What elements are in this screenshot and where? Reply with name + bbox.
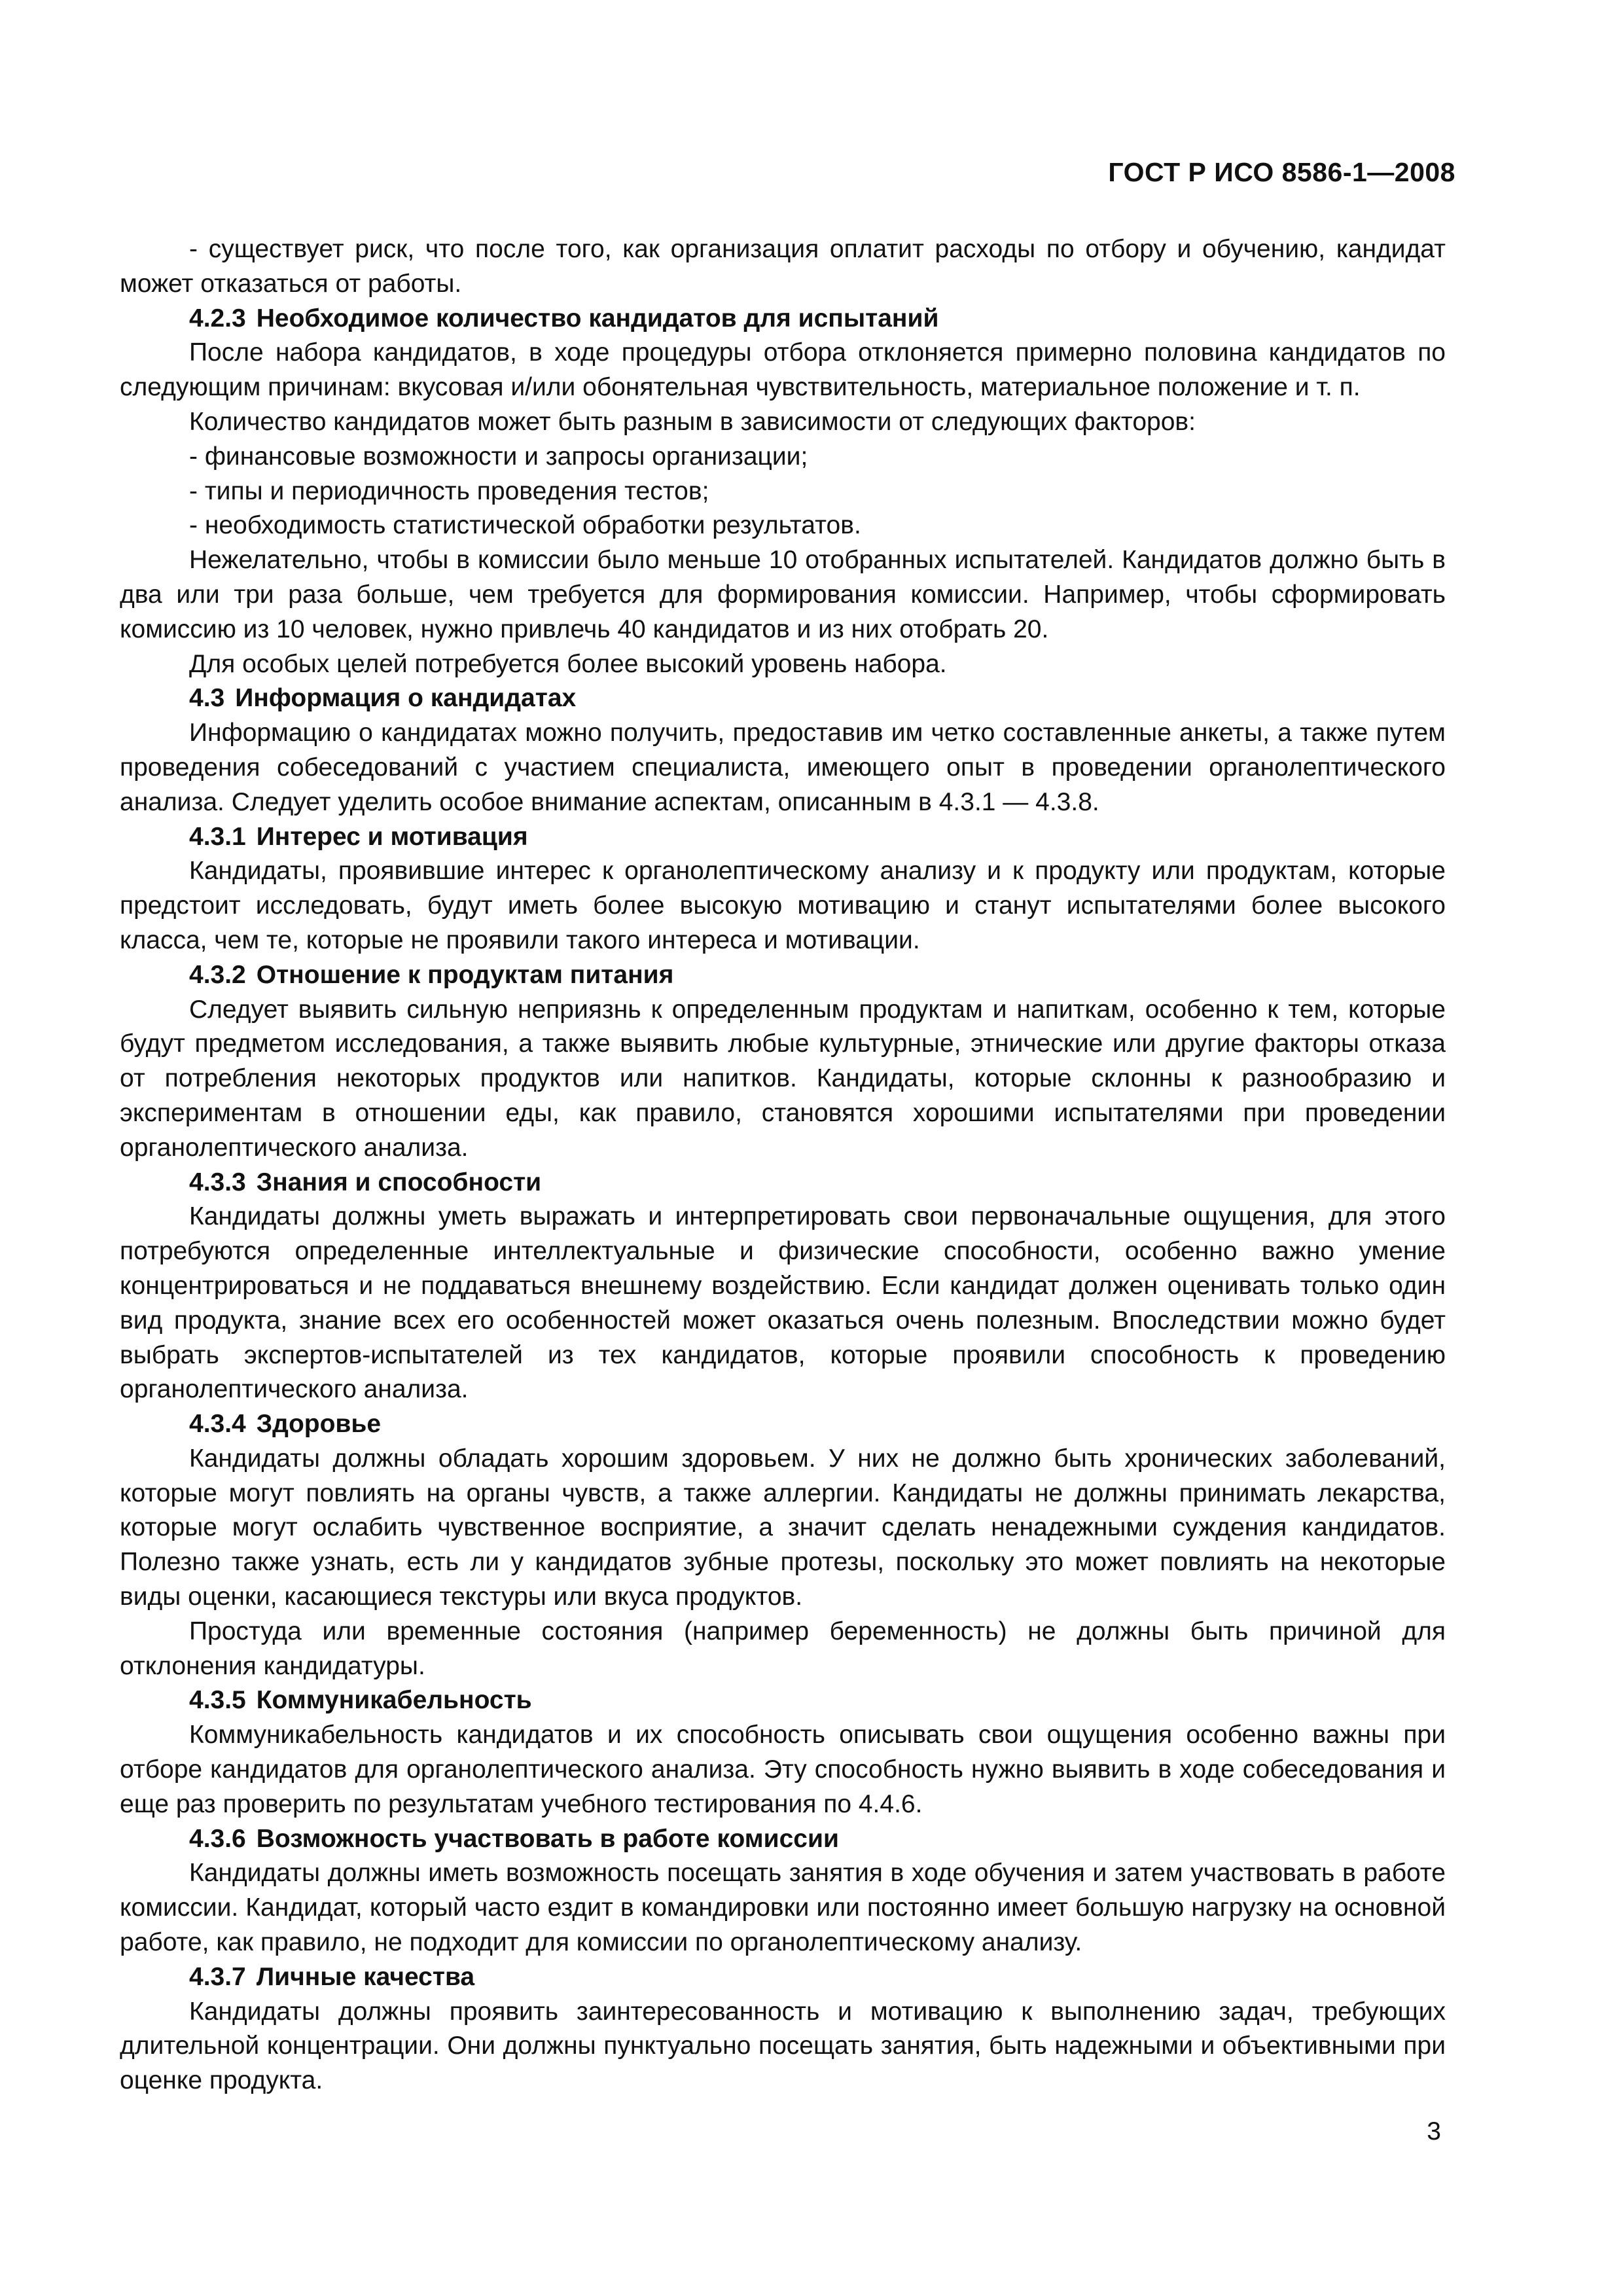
section-title: Необходимое количество кандидатов для испытаний: [256, 304, 939, 332]
section-heading: [120, 958, 1446, 993]
paragraph: Простуда или временные состояния (например беременность) не должны быть причиной для отклонения кандидатуры.: [120, 1617, 1446, 1680]
section-title: Здоровье: [256, 1410, 382, 1439]
section-heading: [120, 1960, 1446, 1995]
section-number: 4.3: [189, 684, 225, 713]
page-number: 3: [1427, 2117, 1441, 2145]
paragraph: Информацию о кандидатах можно получить, предоставив им четко составленные анкеты, а также путем проведения собеседований с участием специалиста, имеющего опыт в проведении органолептического анализа. Следует уделить особое внимание аспектам, описанным в 4.3.1 — 4.3.8.: [120, 719, 1446, 816]
section-title: Коммуникабельность: [256, 1686, 532, 1715]
section-heading: [120, 1407, 1446, 1442]
section-number: 4.3.4: [189, 1410, 246, 1439]
document-body: [120, 232, 1446, 2098]
section-title: Возможность участвовать в работе комиссии: [256, 1824, 839, 1853]
section-title: Личные качества: [256, 1962, 475, 1991]
paragraph: - типы и периодичность проведения тестов;: [189, 476, 709, 505]
section-number: 4.3.3: [189, 1168, 246, 1196]
section-title: Знания и способности: [256, 1168, 542, 1196]
section-number: 4.3.6: [189, 1824, 246, 1853]
paragraph: - финансовые возможности и запросы организации;: [189, 442, 808, 471]
section-number: 4.3.2: [189, 960, 246, 989]
paragraph: Кандидаты должны обладать хорошим здоровьем. У них не должно быть хронических заболеваний, которые могут повлиять на органы чувств, а также аллергии. Кандидаты не должны принимать лекарства, которые могут ослабить чувственное восприятие, а значит сделать ненадежными суждения кандидатов. Полезно также узнать, есть ли у кандидатов зубные протезы, поскольку это может повлиять на некоторые виды оценки, касающиеся текстуры или вкуса продуктов.: [120, 1444, 1446, 1611]
paragraph: Кандидаты должны проявить заинтересованность и мотивацию к выполнению задач, требующих длительной концентрации. Они должны пунктуально посещать занятия, быть надежными и объективными при оценке продукта.: [120, 1997, 1446, 2095]
section-heading: [120, 820, 1446, 855]
paragraph: Нежелательно, чтобы в комиссии было меньше 10 отобранных испытателей. Кандидатов должно быть в два или три раза больше, чем требуется для формирования комиссии. Например, чтобы сформировать комиссию из 10 человек, нужно привлечь 40 кандидатов и из них отобрать 20.: [120, 546, 1446, 643]
paragraph: После набора кандидатов, в ходе процедуры отбора отклоняется примерно половина кандидатов по следующим причинам: вкусовая и/или обонятельная чувствительность, материальное положение и т. п.: [120, 338, 1446, 402]
section-title: Отношение к продуктам питания: [256, 960, 674, 989]
section-title: Интерес и мотивация: [256, 822, 528, 851]
paragraph: Количество кандидатов может быть разным в зависимости от следующих факторов:: [189, 407, 1196, 436]
section-heading: [120, 302, 1446, 336]
paragraph: - необходимость статистической обработки результатов.: [189, 511, 861, 540]
section-heading: [120, 1683, 1446, 1718]
paragraph: Кандидаты должны иметь возможность посещать занятия в ходе обучения и затем участвовать в работе комиссии. Кандидат, который часто ездит в командировки или постоянно имеет большую нагрузку на основной работе, как правило, не подходит для комиссии по органолептическому анализу.: [120, 1859, 1446, 1957]
section-title: Информация о кандидатах: [235, 684, 577, 713]
section-number: 4.3.5: [189, 1686, 246, 1715]
section-heading: [120, 1822, 1446, 1857]
paragraph: Кандидаты должны уметь выражать и интерпретировать свои первоначальные ощущения, для этого потребуются определенные интеллектуальные и физические способности, особенно важно умение концентрироваться и не поддаваться внешнему воздействию. Если кандидат должен оценивать только один вид продукта, знание всех его особенностей может оказаться очень полезным. Впоследствии можно будет выбрать экспертов-испытателей из тех кандидатов, которые проявили способность к проведению органолептического анализа.: [120, 1202, 1446, 1404]
section-heading: [120, 681, 1446, 716]
standard-id-header: ГОСТ Р ИСО 8586-1—2008: [1108, 157, 1455, 187]
paragraph: Следует выявить сильную неприязнь к определенным продуктам и напиткам, особенно к тем, которые будут предметом исследования, а также выявить любые культурные, этнические или другие факторы отказа от потребления некоторых продуктов или напитков. Кандидаты, которые склонны к разнообразию и экспериментам в отношении еды, как правило, становятся хорошими испытателями при проведении органолептического анализа.: [120, 995, 1446, 1162]
section-heading: [120, 1166, 1446, 1200]
paragraph: Кандидаты, проявившие интерес к органолептическому анализу и к продукту или продуктам, которые предстоит исследовать, будут иметь более высокую мотивацию и станут испытателями более высокого класса, чем те, которые не проявили такого интереса и мотивации.: [120, 857, 1446, 954]
section-number: 4.3.7: [189, 1962, 246, 1991]
section-number: 4.2.3: [189, 304, 246, 332]
paragraph: - существует риск, что после того, как организация оплатит расходы по отбору и обучению, кандидат может отказаться от работы.: [120, 235, 1446, 298]
paragraph: Коммуникабельность кандидатов и их способность описывать свои ощущения особенно важны при отборе кандидатов для органолептического анализа. Эту способность нужно выявить в ходе собеседования и еще раз проверить по результатам учебного тестирования по 4.4.6.: [120, 1721, 1446, 1818]
paragraph: Для особых целей потребуется более высокий уровень набора.: [189, 649, 947, 678]
section-number: 4.3.1: [189, 822, 246, 851]
